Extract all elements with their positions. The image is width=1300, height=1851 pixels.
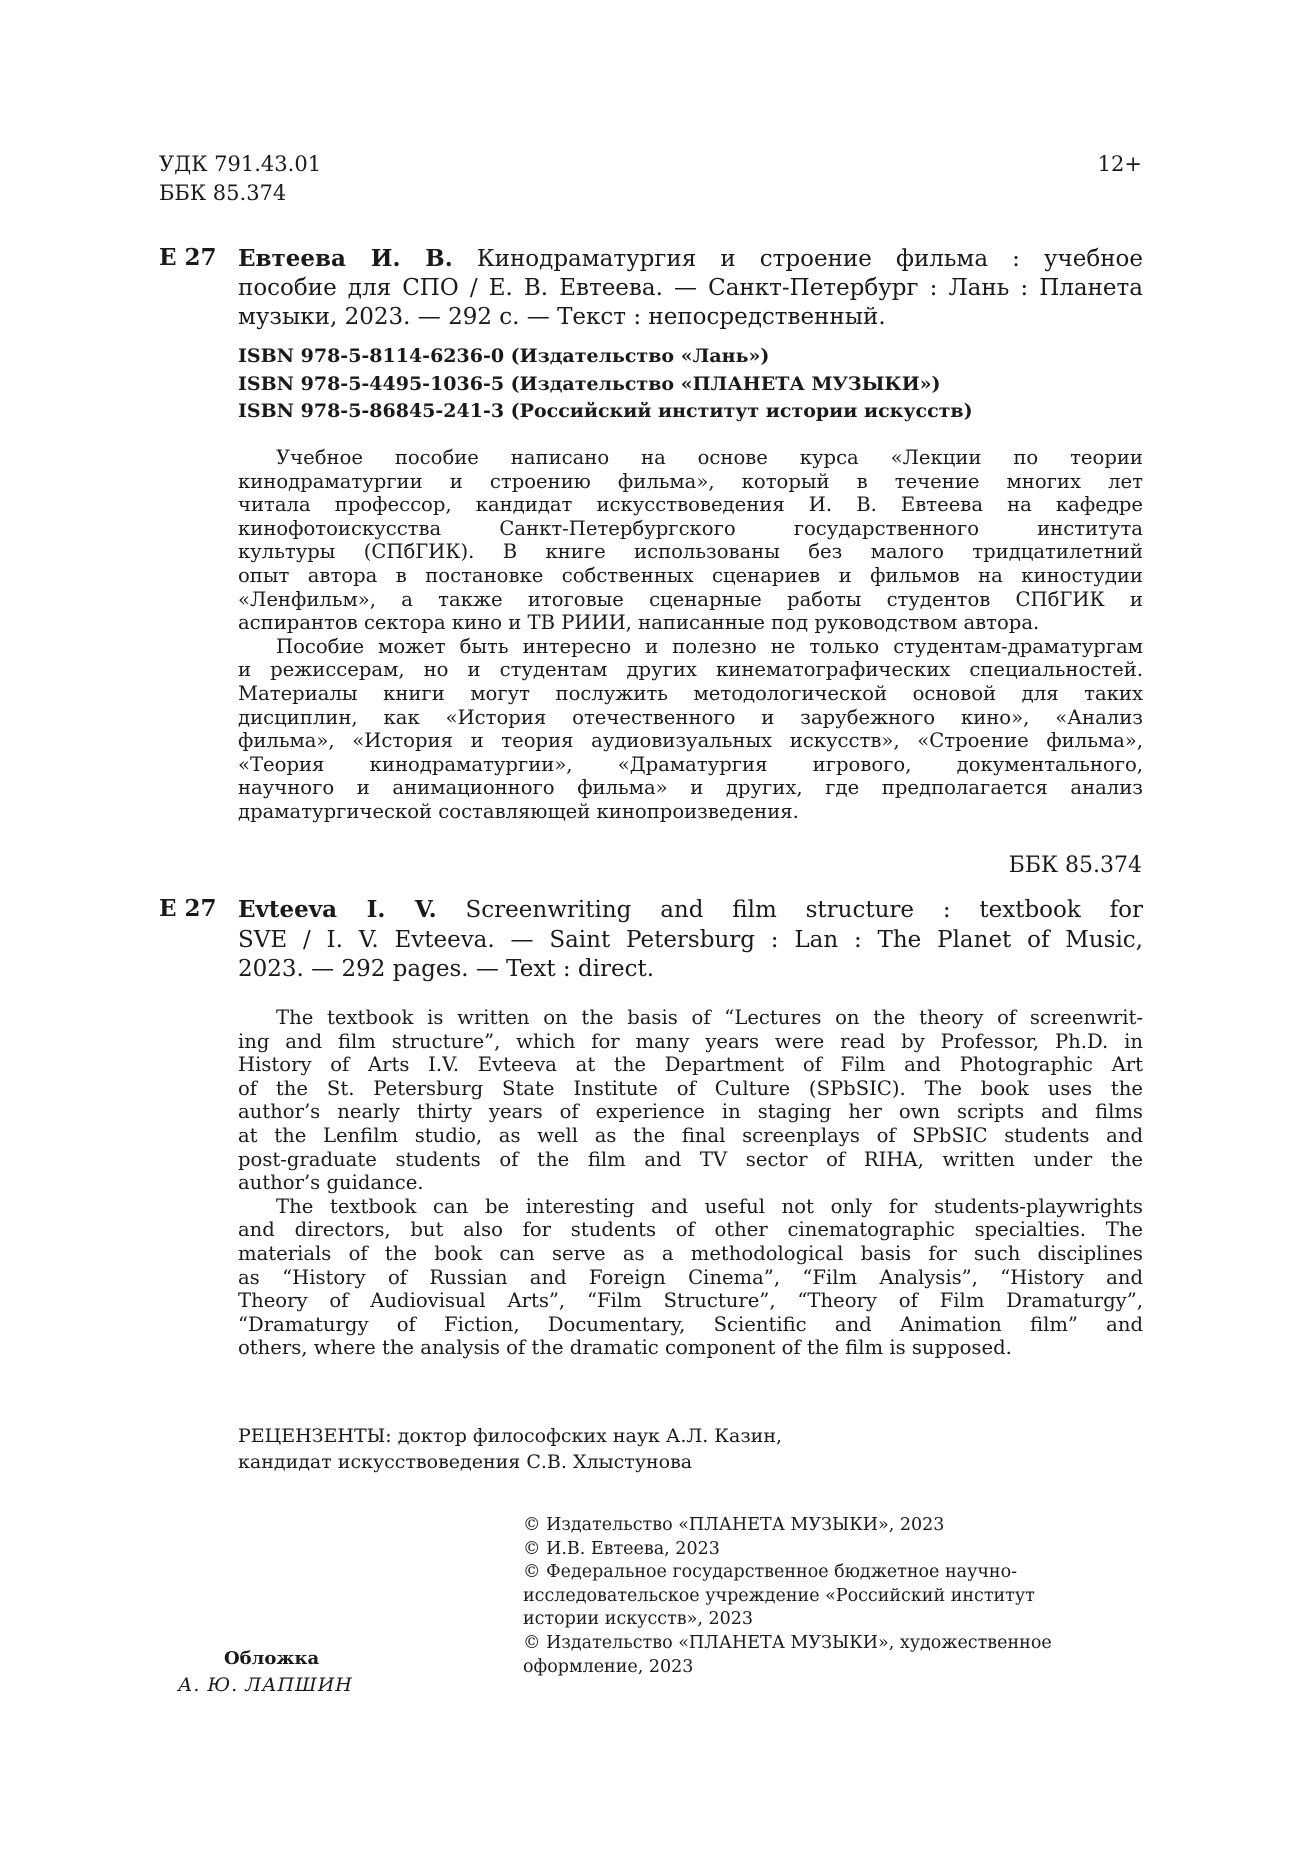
abstract-en-line: The textbook is written on the basis of “Lectures on the theory of screenwrit-: [276, 1006, 1143, 1029]
bib-en-line-3: 2023. — 292 pages. — Text : direct.: [238, 956, 655, 982]
abstract-ru-line: «Ленфильм», а также итоговые сценарные работы студентов СПбГИК и: [238, 587, 1143, 611]
abstract-ru-line: Учебное пособие написано на основе курса «Лекции по теории: [276, 446, 1143, 469]
abstract-en-line: at the Lenfilm studio, as well as the final screenplays of SPbSIC students and: [238, 1123, 1143, 1147]
isbn-planet: ISBN 978-5-4495-1036-5 (Издательство «ПЛАНЕТА МУЗЫКИ»): [238, 372, 941, 395]
reviewers-line-1: РЕЦЕНЗЕНТЫ: доктор философских наук А.Л. Казин,: [238, 1425, 783, 1447]
bib-ru-line-1: Евтеева И. В. Кинодраматургия и строение фильма : учебное: [238, 245, 1143, 272]
cover-designer-name: А. Ю. ЛАПШИН: [178, 1674, 353, 1696]
abstract-en-line: Theory of Audiovisual Arts”, “Film Structure”, “Theory of Film Dramaturgy”,: [238, 1289, 1143, 1313]
abstract-ru-line: научного и анимационного фильма» и других, где предполагается анализ: [238, 776, 1143, 800]
cover-credit-label: Обложка: [224, 1648, 320, 1669]
bib-ru-line-2: пособие для СПО / Е. В. Евтеева. — Санкт-Петербург : Лань : Планета: [238, 274, 1143, 301]
bibliographic-record-ru: [238, 244, 1143, 275]
abstract-en-line: post-graduate students of the film and TV sector of RIHA, written under the: [238, 1147, 1143, 1171]
copyright-line: © Издательство «ПЛАНЕТА МУЗЫКИ», 2023: [523, 1515, 945, 1535]
copyright-line: © Издательство «ПЛАНЕТА МУЗЫКИ», художественное: [523, 1632, 1052, 1653]
isbn-list: [238, 343, 973, 426]
abstract-en-line: and directors, but also for students of other cinematographic specialties. The: [238, 1218, 1143, 1242]
abstract-en-line: “Dramaturgy of Fiction, Documentary, Scientific and Animation film” and: [238, 1312, 1143, 1336]
abstract-ru: [238, 446, 1143, 824]
abstract-en-line: author’s guidance.: [238, 1171, 424, 1195]
abstract-ru-line: и режиссерам, но и студентам других кинематографических специальностей.: [238, 658, 1143, 682]
abstract-ru-line: Материалы книги могут послужить методологической основой для таких: [238, 681, 1143, 705]
copyright-line: истории искусств», 2023: [523, 1609, 753, 1630]
abstract-en-line: materials of the book can serve as a methodological basis for such disciplines: [238, 1241, 1143, 1265]
abstract-ru-line: кинофотоискусства Санкт-Петербургского государственного института: [238, 516, 1143, 540]
isbn-riii: ISBN 978-5-86845-241-3 (Российский институт истории искусств): [238, 400, 973, 422]
copyright-line: оформление, 2023: [523, 1656, 694, 1677]
reviewers-line-2: кандидат искусствоведения С.В. Хлыстунова: [238, 1451, 693, 1473]
copyright-block: [523, 1514, 1052, 1679]
abstract-ru-line: дисциплин, как «История отечественного и зарубежного кино», «Анализ: [238, 705, 1143, 729]
abstract-en-line: ing and film structure”, which for many years were read by Professor, Ph.D. in: [238, 1029, 1143, 1053]
bibliographic-record-ru-cont: [238, 274, 1143, 333]
abstract-en-line: as “History of Russian and Foreign Cinema”, “Film Analysis”, “History and: [238, 1265, 1143, 1289]
bbk-code-bottom: ББК 85.374: [1008, 853, 1142, 878]
author-name-en: Evteeva I. V.: [238, 896, 437, 923]
bib-en-line-1: Evteeva I. V. Screenwriting and film structure : textbook for: [238, 896, 1143, 923]
abstract-ru-line: читала профессор, кандидат искусствоведения И. В. Евтеева на кафедре: [238, 493, 1143, 517]
abstract-ru-line: опыт автора в постановке собственных сценариев и фильмов на киностудии: [238, 563, 1143, 587]
bibliographic-record-en: [238, 895, 1143, 985]
abstract-ru-line: фильма», «История и теория аудиовизуальных искусств», «Строение фильма»,: [238, 729, 1143, 753]
abstract-en: [238, 1006, 1143, 1360]
udk-code: УДК 791.43.01: [159, 152, 322, 176]
bbk-code: ББК 85.374: [159, 181, 287, 205]
copyright-line: © Федеральное государственное бюджетное научно-: [523, 1562, 1018, 1583]
abstract-en-line: of the St. Petersburg State Institute of Culture (SPbSIC). The book uses the: [238, 1076, 1143, 1100]
abstract-en-line: author’s nearly thirty years of experience in staging her own scripts and films: [238, 1100, 1143, 1124]
reviewers: [238, 1423, 782, 1475]
age-rating: 12+: [1097, 152, 1142, 176]
abstract-ru-line: драматургической составляющей кинопроизведения.: [238, 799, 799, 823]
isbn-lan: ISBN 978-5-8114-6236-0 (Издательство «Лань»): [238, 345, 770, 367]
abstract-ru-line: «Теория кинодраматургии», «Драматургия игрового, документального,: [238, 752, 1143, 776]
abstract-ru-line: Пособие может быть интересно и полезно не только студентам-драматургам: [276, 634, 1143, 658]
author-mark-en: Е 27: [159, 895, 217, 922]
abstract-en-line: others, where the analysis of the dramatic component of the film is supposed.: [238, 1336, 1012, 1360]
abstract-ru-line: культуры (СПбГИК). В книге использованы без малого тридцатилетний: [238, 540, 1143, 564]
bib-ru-line-3: музыки, 2023. — 292 с. — Текст : непосредственный.: [238, 304, 886, 330]
abstract-en-line: The textbook can be interesting and useful not only for students-playwrights: [276, 1194, 1143, 1218]
author-mark-ru: Е 27: [159, 244, 217, 271]
copyright-line: исследовательское учреждение «Российский институт: [523, 1585, 1035, 1606]
abstract-ru-line: аспирантов сектора кино и ТВ РИИИ, написанные под руководством автора.: [238, 611, 1040, 635]
abstract-ru-line: кинодраматургии и строению фильма», который в течение многих лет: [238, 469, 1143, 493]
author-name-ru: Евтеева И. В.: [238, 245, 453, 272]
abstract-en-line: History of Arts I.V. Evteeva at the Department of Film and Photographic Art: [238, 1053, 1143, 1077]
copyright-line: © И.В. Евтеева, 2023: [523, 1538, 720, 1559]
bib-en-line-2: SVE / I. V. Evteeva. — Saint Petersburg : Lan : The Planet of Music,: [238, 926, 1143, 953]
